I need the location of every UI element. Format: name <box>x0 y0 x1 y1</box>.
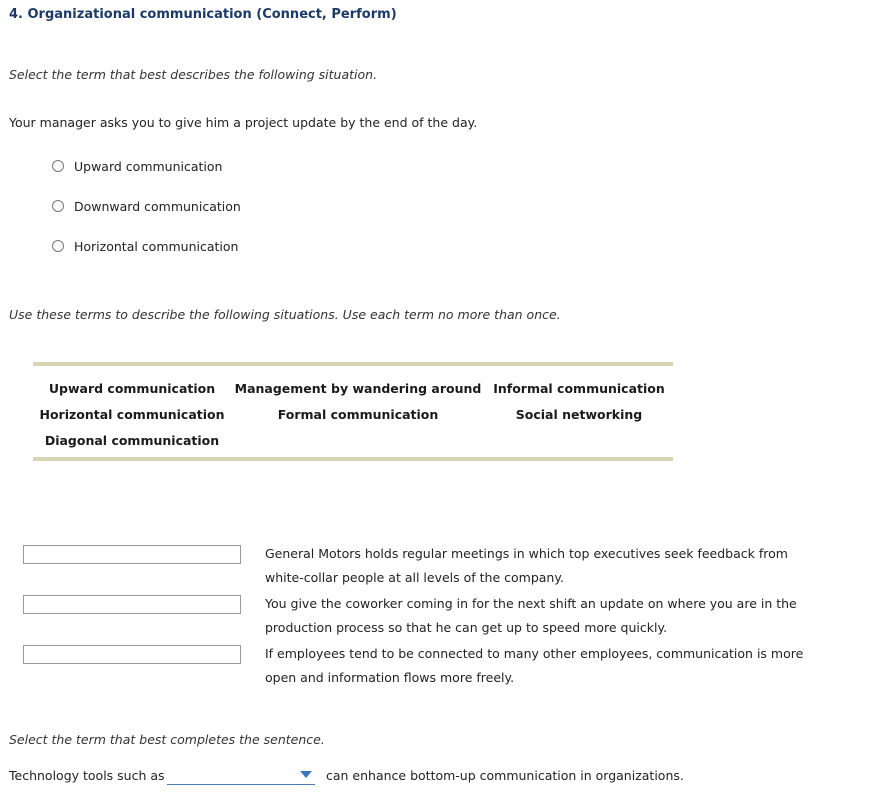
situation-2: You give the coworker coming in for the next shift an update on where you are in the production process so that he can get up to speed more quickly. <box>265 596 797 635</box>
term-dropdown[interactable] <box>167 766 315 785</box>
answer-input-1[interactable] <box>23 545 241 564</box>
term-chip[interactable]: Management by wandering around <box>234 381 482 396</box>
term-chip[interactable]: Horizontal communication <box>39 407 225 422</box>
question-title: 4. Organizational communication (Connect, Perform) <box>9 7 397 22</box>
option-downward[interactable] <box>52 197 241 215</box>
term-chip[interactable]: Diagonal communication <box>44 433 220 448</box>
radio-button[interactable] <box>52 240 64 252</box>
answer-input-3[interactable] <box>23 645 241 664</box>
option-horizontal[interactable] <box>52 237 238 255</box>
situation-3: If employees tend to be connected to many other employees, communication is more open and information flows more freely. <box>265 646 804 685</box>
part1-instruction: Select the term that best describes the following situation. <box>9 67 378 82</box>
answer-input-2[interactable] <box>23 595 241 614</box>
sentence-after: can enhance bottom-up communication in organizations. <box>326 768 684 783</box>
radio-button[interactable] <box>52 200 64 212</box>
radio-button[interactable] <box>52 160 64 172</box>
sentence-before: Technology tools such as <box>9 768 165 783</box>
option-upward[interactable] <box>52 157 222 175</box>
option-label: Downward communication <box>74 198 241 214</box>
option-label: Upward communication <box>74 158 223 174</box>
term-bank <box>33 362 673 461</box>
situation-1: General Motors holds regular meetings in which top executives seek feedback from white-collar people at all levels of the company. <box>265 546 788 585</box>
term-chip[interactable]: Informal communication <box>493 381 665 396</box>
part2-instruction: Use these terms to describe the following situations. Use each term no more than once. <box>9 307 561 322</box>
option-label: Horizontal communication <box>74 238 239 254</box>
term-chip[interactable]: Upward communication <box>48 381 216 396</box>
part3-instruction: Select the term that best completes the sentence. <box>9 732 325 747</box>
part1-situation: Your manager asks you to give him a project update by the end of the day. <box>9 115 478 130</box>
term-chip[interactable]: Social networking <box>515 407 643 422</box>
chevron-down-icon <box>300 771 312 778</box>
term-chip[interactable]: Formal communication <box>277 407 439 422</box>
